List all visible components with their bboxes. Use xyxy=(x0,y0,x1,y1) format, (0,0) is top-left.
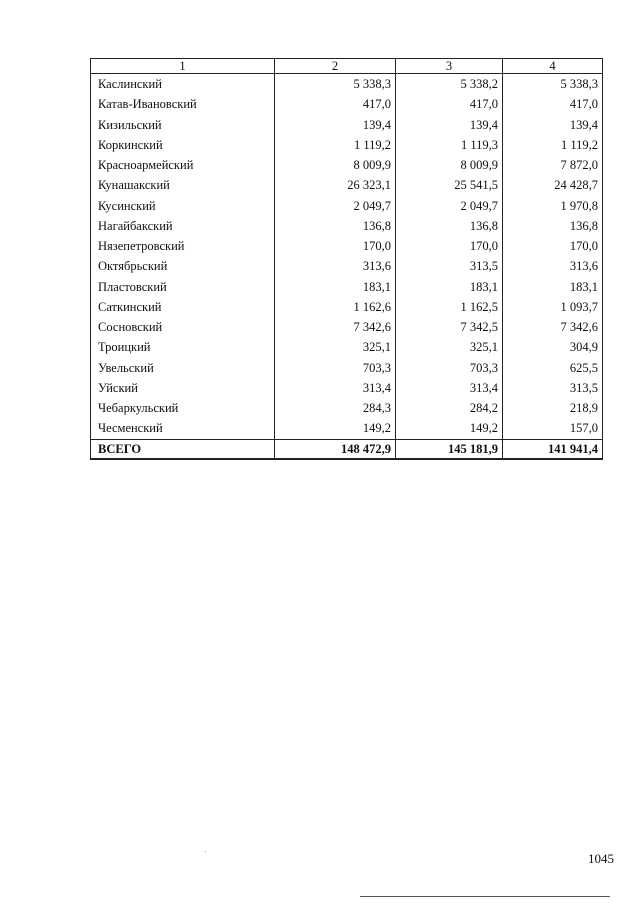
column-2-value: 183,1 xyxy=(275,277,396,297)
column-header-3: 3 xyxy=(396,59,503,74)
table-row xyxy=(91,216,603,236)
table-row xyxy=(91,337,603,357)
column-2-value: 139,4 xyxy=(275,115,396,135)
district-name-cell: Пластовский xyxy=(91,277,275,297)
table-row xyxy=(91,196,603,216)
budget-table xyxy=(90,58,603,460)
column-4-value: 170,0 xyxy=(503,236,603,256)
column-4-value: 218,9 xyxy=(503,398,603,418)
district-name-cell: Нязепетровский xyxy=(91,236,275,256)
column-4-value: 313,5 xyxy=(503,378,603,398)
column-4-value: 625,5 xyxy=(503,358,603,378)
table-row xyxy=(91,74,603,95)
column-2-value: 7 342,6 xyxy=(275,317,396,337)
column-header-4: 4 xyxy=(503,59,603,74)
total-row xyxy=(91,439,603,459)
table-row xyxy=(91,398,603,418)
table-row xyxy=(91,175,603,195)
district-name-cell: Катав-Ивановский xyxy=(91,94,275,114)
footer-rule xyxy=(360,896,610,897)
district-name-cell: Нагайбакский xyxy=(91,216,275,236)
district-name-cell: Саткинский xyxy=(91,297,275,317)
district-name-cell: Кунашакский xyxy=(91,175,275,195)
column-3-value: 170,0 xyxy=(396,236,503,256)
column-3-value: 136,8 xyxy=(396,216,503,236)
column-2-value: 148 472,9 xyxy=(275,439,396,459)
table-row xyxy=(91,297,603,317)
district-name-cell: Красноармейский xyxy=(91,155,275,175)
column-3-value: 1 162,5 xyxy=(396,297,503,317)
column-4-value: 24 428,7 xyxy=(503,175,603,195)
table-row xyxy=(91,155,603,175)
scan-speck xyxy=(205,851,206,852)
column-2-value: 417,0 xyxy=(275,94,396,114)
column-4-value: 183,1 xyxy=(503,277,603,297)
column-4-value: 5 338,3 xyxy=(503,74,603,95)
column-2-value: 136,8 xyxy=(275,216,396,236)
district-name-cell: ВСЕГО xyxy=(91,439,275,459)
column-3-value: 313,4 xyxy=(396,378,503,398)
district-name-cell: Октябрьский xyxy=(91,256,275,276)
column-2-value: 26 323,1 xyxy=(275,175,396,195)
column-4-value: 1 970,8 xyxy=(503,196,603,216)
column-4-value: 1 093,7 xyxy=(503,297,603,317)
column-4-value: 313,6 xyxy=(503,256,603,276)
column-4-value: 417,0 xyxy=(503,94,603,114)
column-2-value: 1 162,6 xyxy=(275,297,396,317)
column-header-2: 2 xyxy=(275,59,396,74)
table-row xyxy=(91,358,603,378)
column-2-value: 149,2 xyxy=(275,418,396,439)
table-row xyxy=(91,277,603,297)
column-4-value: 7 342,6 xyxy=(503,317,603,337)
column-4-value: 136,8 xyxy=(503,216,603,236)
column-2-value: 2 049,7 xyxy=(275,196,396,216)
column-3-value: 2 049,7 xyxy=(396,196,503,216)
table-row xyxy=(91,256,603,276)
column-3-value: 7 342,5 xyxy=(396,317,503,337)
district-name-cell: Уйский xyxy=(91,378,275,398)
district-name-cell: Коркинский xyxy=(91,135,275,155)
column-2-value: 703,3 xyxy=(275,358,396,378)
column-3-value: 313,5 xyxy=(396,256,503,276)
column-3-value: 703,3 xyxy=(396,358,503,378)
table-body xyxy=(91,74,603,459)
page-number: 1045 xyxy=(588,851,614,866)
district-name-cell: Чебаркульский xyxy=(91,398,275,418)
column-4-value: 7 872,0 xyxy=(503,155,603,175)
column-4-value: 139,4 xyxy=(503,115,603,135)
column-2-value: 313,6 xyxy=(275,256,396,276)
column-2-value: 8 009,9 xyxy=(275,155,396,175)
column-2-value: 313,4 xyxy=(275,378,396,398)
header-row xyxy=(91,59,603,74)
column-3-value: 284,2 xyxy=(396,398,503,418)
column-3-value: 417,0 xyxy=(396,94,503,114)
table-row xyxy=(91,135,603,155)
district-name-cell: Чесменский xyxy=(91,418,275,439)
district-name-cell: Кизильский xyxy=(91,115,275,135)
column-3-value: 183,1 xyxy=(396,277,503,297)
column-2-value: 170,0 xyxy=(275,236,396,256)
column-2-value: 284,3 xyxy=(275,398,396,418)
column-4-value: 157,0 xyxy=(503,418,603,439)
column-3-value: 1 119,3 xyxy=(396,135,503,155)
table-row xyxy=(91,236,603,256)
column-3-value: 5 338,2 xyxy=(396,74,503,95)
column-3-value: 325,1 xyxy=(396,337,503,357)
column-header-1: 1 xyxy=(91,59,275,74)
column-3-value: 149,2 xyxy=(396,418,503,439)
column-3-value: 25 541,5 xyxy=(396,175,503,195)
column-2-value: 325,1 xyxy=(275,337,396,357)
column-4-value: 1 119,2 xyxy=(503,135,603,155)
table-row xyxy=(91,317,603,337)
table-row xyxy=(91,378,603,398)
district-name-cell: Каслинский xyxy=(91,74,275,95)
district-name-cell: Кусинский xyxy=(91,196,275,216)
column-2-value: 1 119,2 xyxy=(275,135,396,155)
column-3-value: 145 181,9 xyxy=(396,439,503,459)
table-header xyxy=(91,59,603,74)
district-name-cell: Троицкий xyxy=(91,337,275,357)
table-row xyxy=(91,94,603,114)
table-row xyxy=(91,418,603,439)
column-3-value: 8 009,9 xyxy=(396,155,503,175)
table-row xyxy=(91,115,603,135)
column-4-value: 304,9 xyxy=(503,337,603,357)
column-3-value: 139,4 xyxy=(396,115,503,135)
column-4-value: 141 941,4 xyxy=(503,439,603,459)
column-2-value: 5 338,3 xyxy=(275,74,396,95)
district-name-cell: Увельский xyxy=(91,358,275,378)
district-name-cell: Сосновский xyxy=(91,317,275,337)
